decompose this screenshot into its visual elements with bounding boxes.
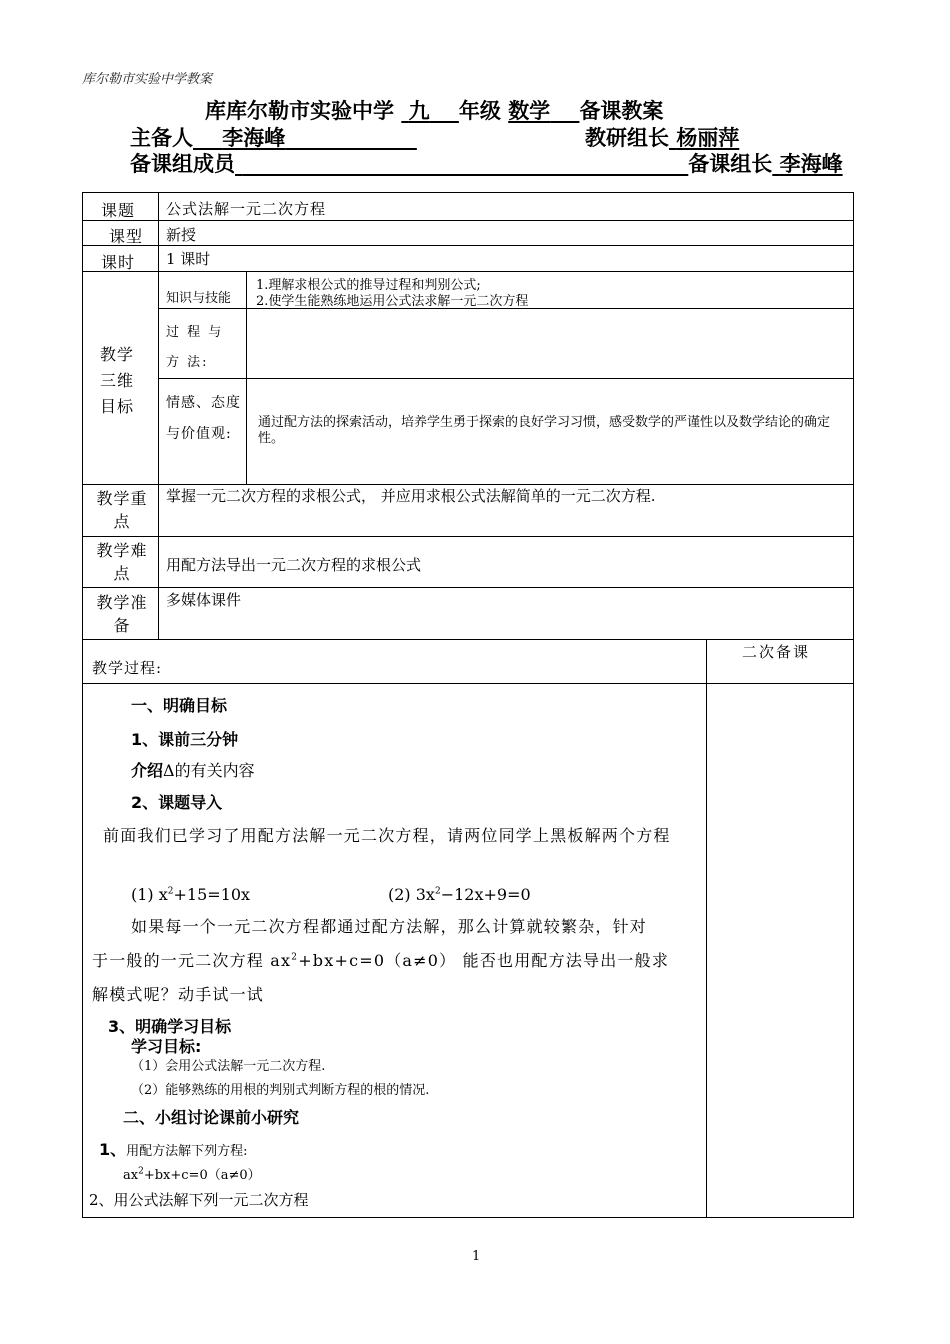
leader-label: 教研组长 (585, 126, 669, 150)
section-1-2-heading: 2、课题导入 (131, 793, 223, 812)
type-label: 课型 (109, 227, 144, 246)
prep-value: 多媒体课件 (166, 591, 242, 609)
section-1-1-heading: 1、课前三分钟 (131, 730, 239, 749)
members-label: 备课组成员 (130, 152, 235, 176)
page-number: 1 (472, 1249, 481, 1264)
group-head-name: 李海峰 (779, 152, 843, 176)
learning-goals-title: 学习目标: (131, 1037, 202, 1056)
question-2: 2、用公式法解下列一元二次方程 (89, 1191, 309, 1209)
three-dim-label: 教学三维目标 (100, 345, 135, 416)
intro-line: 介绍Δ的有关内容 (131, 761, 255, 780)
knowledge-item-2: 2.使学生能熟练地运用公式法求解一元二次方程 (256, 294, 529, 309)
learning-goal-2: （2）能够熟练的用根的判别式判断方程的根的情况. (131, 1083, 430, 1098)
section-1-heading: 一、明确目标 (131, 696, 228, 715)
equation-2: (2) $3x^2-12x+9=0$ (388, 885, 531, 904)
intro-paragraph: 前面我们已学习了用配方法解一元二次方程，请两位同学上黑板解两个方程 (103, 826, 671, 845)
knowledge-item-1: 1.理解求根公式的推导过程和判别公式; (256, 278, 481, 293)
difficulty-label: 教学难点 (96, 541, 148, 583)
title-line (205, 95, 663, 125)
hours-value: 1 课时 (166, 250, 211, 268)
group-head-label: 备课组长 (688, 152, 773, 176)
focus-value: 掌握一元二次方程的求根公式， 并应用求根公式法解简单的一元二次方程. (166, 487, 656, 505)
process-method-label: 过 程 与 方 法: (166, 325, 224, 370)
learning-goal-1: （1）会用公式法解一元二次方程. (131, 1059, 326, 1074)
difficulty-value: 用配方法导出一元二次方程的求根公式 (166, 556, 422, 574)
members-line (130, 148, 843, 178)
emotion-label: 情感、态度与价值观: (166, 395, 241, 442)
subject: 数学 (508, 99, 551, 123)
prep-label: 教学准备 (96, 593, 148, 635)
question-1: 1、用配方法解下列方程: (99, 1140, 248, 1159)
process-header: 教学过程: (92, 659, 163, 677)
section-2-heading: 二、小组讨论课前小研究 (123, 1108, 300, 1127)
hours-label: 课时 (101, 253, 136, 272)
topic-value: 公式法解一元二次方程 (166, 200, 327, 218)
equation-1: (1) $x^2+15=10x$ (131, 885, 251, 904)
members-field (235, 152, 688, 176)
paragraph-2-line-2: 于一般的一元二次方程 $ax^2+bx+c=0(a\ne 0)$ 能否也用配方法导出一般求 (92, 951, 670, 970)
grade: 九 (408, 99, 430, 123)
preparer-label: 主备人 (130, 126, 193, 150)
emotion-value: 通过配方法的探索活动，培养学生勇于探索的良好学习习惯，感受数学的严谨性以及数学结论的确定性。 (258, 415, 831, 446)
grade-suffix: 年级 (458, 99, 501, 123)
question-1-equation: $ax^2+bx+c=0(a\ne 0)$ (123, 1166, 261, 1183)
title-suffix: 备课教案 (579, 99, 664, 123)
knowledge-label: 知识与技能 (166, 291, 232, 306)
second-prep-header: 二次备课 (742, 643, 811, 661)
focus-label: 教学重点 (96, 489, 148, 531)
paragraph-2-line-3: 解模式呢？动手试一试 (92, 985, 265, 1004)
leader-name: 杨丽萍 (676, 126, 740, 150)
school-name: 库库尔勒市实验中学 (205, 99, 394, 123)
type-value: 新授 (166, 226, 197, 244)
topic-label: 课题 (101, 201, 136, 220)
preparer-name: 李海峰 (222, 126, 286, 150)
paragraph-2-line-1: 如果每一个一元二次方程都通过配方法解，那么计算就较繁杂，针对 (131, 917, 648, 936)
section-1-3-heading: 3、明确学习目标 (108, 1017, 232, 1036)
page-header: 库尔勒市实验中学教案 (82, 72, 213, 87)
